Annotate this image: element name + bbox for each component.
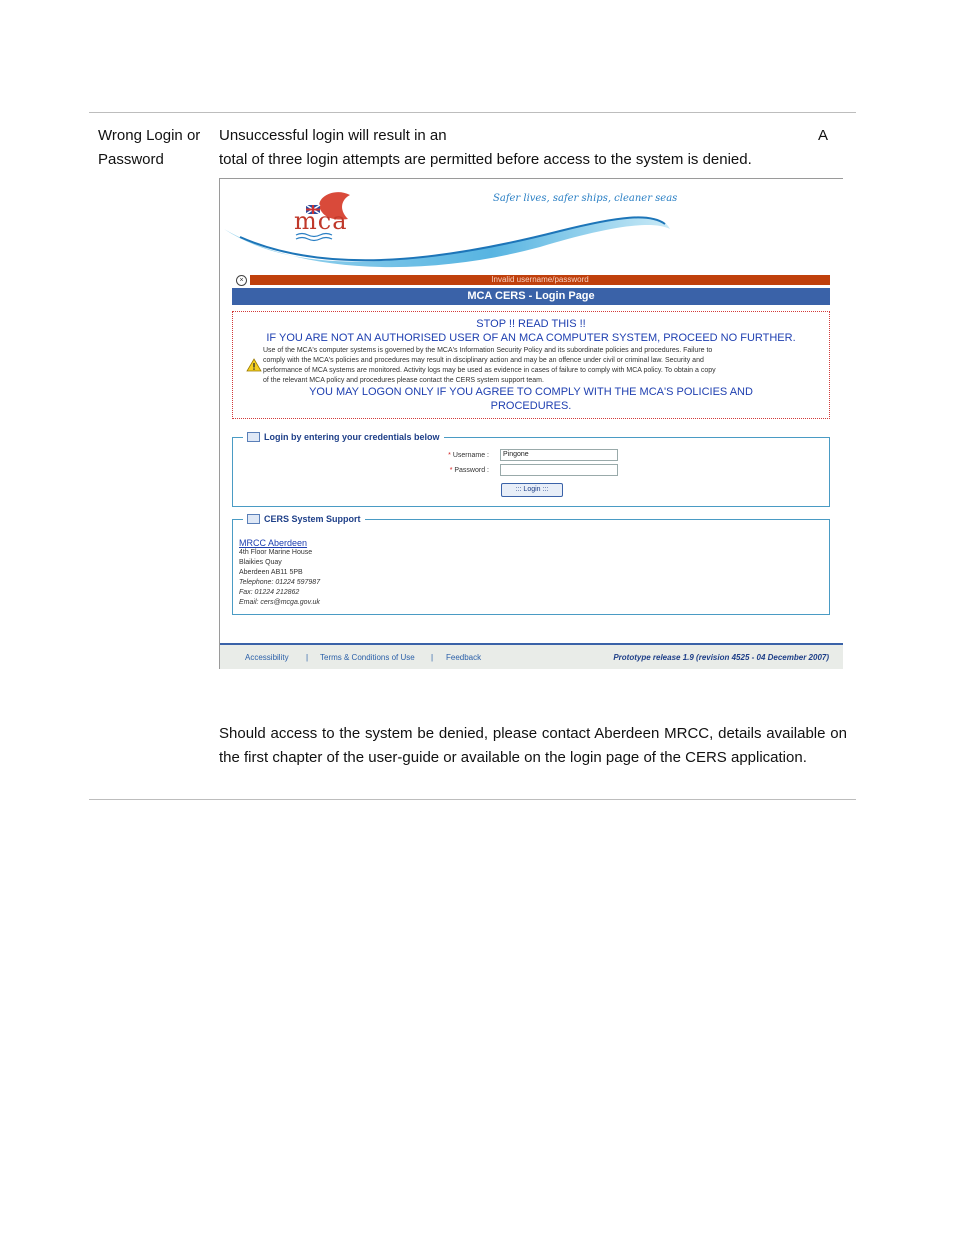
warning-body-line: Use of the MCA's computer systems is governed by the MCA's Information Security Policy and its subordinate policies and procedures. Failure to (263, 347, 713, 354)
closing-paragraph: Should access to the system be denied, please contact Aberdeen MRCC, details available on the first chapter of the user-guide or available on the login page of the CERS application. (219, 725, 847, 766)
warning-body-line: performance of MCA systems are monitored. Activity logs may be used as evidence in cases of failure to comply with MCA policy. To obtain a copy (263, 367, 716, 374)
page-footer (220, 643, 843, 669)
error-message-bar: Invalid username/password (250, 275, 830, 285)
telephone: Telephone: 01224 597987 (239, 579, 321, 586)
release-info: Prototype release 1.9 (revision 4525 - 04 December 2007) (613, 653, 829, 662)
banner-tagline: Safer lives, safer ships, cleaner seas (493, 193, 678, 204)
login-legend (243, 431, 444, 443)
warning-footer-line: YOU MAY LOGON ONLY IF YOU AGREE TO COMPLY WITH THE MCA'S POLICIES AND (309, 386, 753, 398)
warning-body (263, 346, 803, 386)
accessibility-link[interactable]: Accessibility (245, 653, 289, 662)
warning-footer-line: PROCEDURES. (490, 400, 572, 412)
warning-triangle-icon (246, 358, 262, 372)
row-label: Wrong Login or Password (98, 127, 201, 168)
login-legend-text: Login by entering your credentials below (264, 432, 440, 442)
email: Email: cers@mcga.gov.uk (239, 599, 320, 606)
footer-separator: | (431, 653, 434, 662)
intro-line-1-end: A (818, 127, 829, 144)
error-close-icon[interactable]: × (236, 275, 247, 286)
footer-separator: | (306, 653, 309, 662)
warning-footer (233, 385, 829, 413)
login-button[interactable]: ::: Login ::: (501, 483, 563, 497)
form-icon (247, 432, 260, 442)
warning-heading-2: IF YOU ARE NOT AN AUTHORISED USER OF AN MCA COMPUTER SYSTEM, PROCEED NO FURTHER. (266, 332, 796, 344)
security-warning (232, 311, 830, 419)
password-label: * Password : (449, 467, 489, 474)
fax: Fax: 01224 212862 (239, 589, 300, 596)
password-input[interactable] (500, 464, 618, 476)
mca-banner (220, 179, 843, 271)
login-screenshot (219, 178, 843, 669)
top-rule (89, 112, 856, 113)
support-legend (243, 513, 365, 525)
bottom-rule (89, 799, 856, 800)
mrcc-aberdeen-link[interactable]: MRCC Aberdeen (239, 538, 308, 548)
username-label: * Username : (448, 452, 489, 459)
address-line: Blaikies Quay (239, 559, 282, 566)
support-legend-text: CERS System Support (264, 514, 361, 524)
address-line: Aberdeen AB11 5PB (239, 569, 303, 576)
warning-body-line: comply with the MCA's policies and procedures may result in disciplinary action and may be an offence under civil or criminal law. Security and (263, 357, 704, 364)
warning-body-line: of the relevant MCA policy and procedures please contact the CERS system support team. (263, 377, 544, 384)
warning-heading-1: STOP !! READ THIS !! (476, 318, 586, 330)
address-line: 4th Floor Marine House (239, 549, 313, 556)
mca-logo: mca (294, 207, 348, 235)
support-fieldset (232, 514, 830, 615)
terms-link[interactable]: Terms & Conditions of Use (320, 653, 415, 662)
feedback-link[interactable]: Feedback (446, 653, 482, 662)
page-title: MCA CERS - Login Page (232, 288, 830, 305)
username-input[interactable]: Pingone (500, 449, 618, 461)
intro-line-1: Unsuccessful login will result in an (219, 127, 447, 144)
form-icon (247, 514, 260, 524)
intro-line-2: total of three login attempts are permitted before access to the system is denied. (219, 151, 752, 168)
login-fieldset (232, 432, 830, 507)
